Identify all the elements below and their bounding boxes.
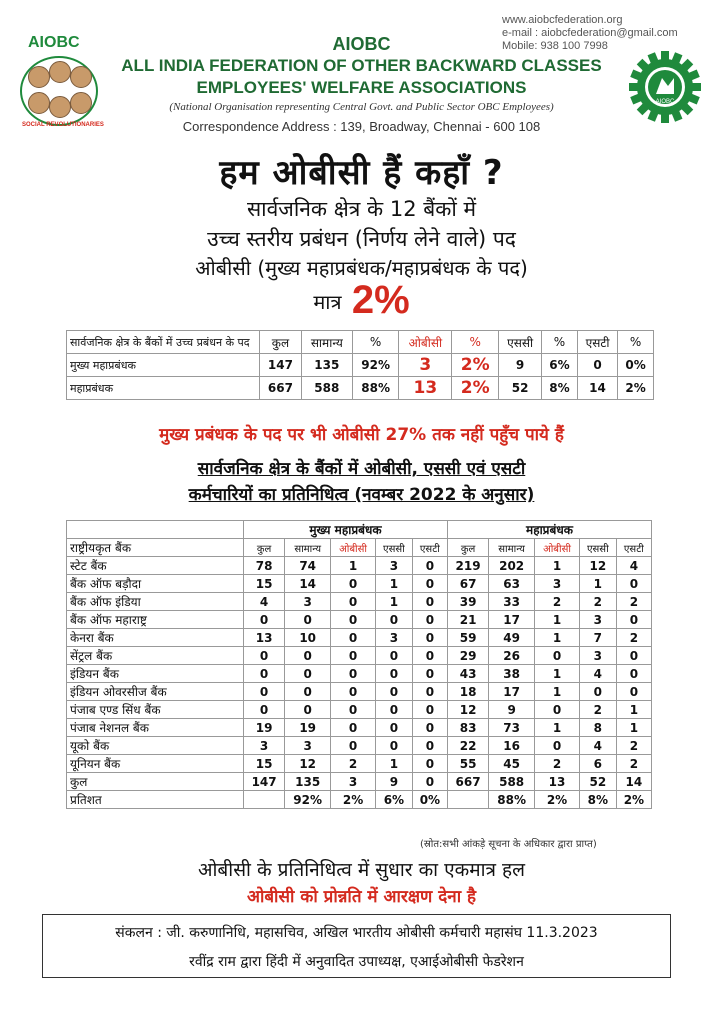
group-header-cgm: मुख्य महाप्रबंधक	[244, 521, 448, 539]
bank-table-body	[67, 557, 652, 809]
table-cell: 4	[579, 737, 616, 755]
table-cell: 0	[375, 611, 412, 629]
table-cell: 83	[447, 719, 488, 737]
table-cell: 588	[489, 773, 535, 791]
table-cell: 0	[375, 719, 412, 737]
table-cell: 13	[244, 629, 285, 647]
email-link[interactable]: e-mail : aiobcfederation@gmail.com	[502, 27, 678, 39]
summary-cell: मुख्य महाप्रबंधक	[67, 354, 260, 377]
table-row	[67, 755, 652, 773]
table-cell: 1	[375, 575, 412, 593]
bank-name-cell: प्रतिशत	[67, 791, 244, 809]
table-cell: 0	[285, 611, 331, 629]
table-cell: 2	[616, 755, 651, 773]
table-row	[67, 683, 652, 701]
bank-table-corner	[67, 521, 244, 539]
logo-text: AIOBC	[28, 34, 80, 51]
table-row	[67, 773, 652, 791]
summary-cell: 0%	[618, 354, 654, 377]
summary-header-cell: ओबीसी	[399, 331, 452, 354]
table-cell: 12	[579, 557, 616, 575]
table-cell: 38	[489, 665, 535, 683]
table-cell: 0	[285, 647, 331, 665]
table-cell: 0	[535, 701, 580, 719]
main-title: हम ओबीसी हैं कहाँ ?	[219, 153, 504, 193]
table-cell: 59	[447, 629, 488, 647]
table-cell: 147	[244, 773, 285, 791]
bank-table-group-row	[67, 521, 652, 539]
sub-header-cell: एसटी	[412, 539, 447, 557]
table-cell: 0	[412, 611, 447, 629]
sub-header-cell: सामान्य	[489, 539, 535, 557]
table-cell: 1	[535, 683, 580, 701]
title-line3: उच्च स्तरीय प्रबंधन (निर्णय लेने वाले) पद	[207, 227, 516, 251]
table-cell: 45	[489, 755, 535, 773]
logo-caption: SOCIAL REVOLUTIONARIES	[22, 122, 104, 128]
table-cell: 0	[331, 701, 376, 719]
table-cell: 1	[331, 557, 376, 575]
table-cell: 2%	[535, 791, 580, 809]
table-cell: 67	[447, 575, 488, 593]
table-cell: 15	[244, 755, 285, 773]
summary-header-cell: कुल	[260, 331, 302, 354]
table-cell: 0	[244, 665, 285, 683]
summary-header-cell: %	[618, 331, 654, 354]
table-cell: 0	[331, 575, 376, 593]
table-cell: 2	[535, 593, 580, 611]
table-cell: 39	[447, 593, 488, 611]
summary-header-cell: एससी	[499, 331, 542, 354]
bank-name-cell: इंडियन ओवरसीज बैंक	[67, 683, 244, 701]
table-cell: 73	[489, 719, 535, 737]
table-cell: 4	[244, 593, 285, 611]
table-cell: 0	[244, 611, 285, 629]
table-cell: 2	[616, 737, 651, 755]
table-cell: 3	[285, 593, 331, 611]
title-line5	[0, 278, 723, 323]
table-cell: 6	[579, 755, 616, 773]
table-cell: 3	[579, 647, 616, 665]
bank-table-subheader-row	[67, 539, 652, 557]
table-cell: 0	[375, 701, 412, 719]
table-cell: 0	[331, 611, 376, 629]
website-link[interactable]: www.aiobcfederation.org	[502, 14, 623, 26]
table-cell: 22	[447, 737, 488, 755]
table-cell: 0	[616, 683, 651, 701]
table-cell: 667	[447, 773, 488, 791]
table-cell: 1	[579, 575, 616, 593]
table-cell: 0	[244, 647, 285, 665]
sub-header-cell: सामान्य	[285, 539, 331, 557]
sub-header-cell: एसटी	[616, 539, 651, 557]
table-cell: 1	[535, 719, 580, 737]
table-cell: 202	[489, 557, 535, 575]
table-cell: 219	[447, 557, 488, 575]
table-row	[67, 557, 652, 575]
table-cell: 33	[489, 593, 535, 611]
table-cell: 2	[535, 755, 580, 773]
summary-cell: 3	[399, 354, 452, 377]
summary-header-cell: सामान्य	[301, 331, 352, 354]
summary-cell: 14	[577, 377, 617, 400]
table-cell: 12	[285, 755, 331, 773]
table-cell: 0	[285, 665, 331, 683]
table-cell: 92%	[285, 791, 331, 809]
bank-name-cell: बैंक ऑफ महाराष्ट्र	[67, 611, 244, 629]
table-cell: 0	[285, 701, 331, 719]
table-row	[67, 575, 652, 593]
table-cell: 2	[616, 629, 651, 647]
table-cell: 74	[285, 557, 331, 575]
table-cell: 2	[331, 755, 376, 773]
footer-line1: ओबीसी के प्रतिनिधित्व में सुधार का एकमात्र हल	[197, 859, 525, 881]
summary-cell: 147	[260, 354, 302, 377]
table-cell: 0	[412, 719, 447, 737]
summary-header-row	[67, 331, 654, 354]
bank-name-cell: केनरा बैंक	[67, 629, 244, 647]
summary-cell: 2%	[618, 377, 654, 400]
table-cell: 135	[285, 773, 331, 791]
table-cell: 2%	[616, 791, 651, 809]
table-cell: 0	[375, 665, 412, 683]
summary-header-cell: %	[452, 331, 499, 354]
table-cell: 21	[447, 611, 488, 629]
table-cell: 3	[375, 629, 412, 647]
summary-cell: 2%	[452, 354, 499, 377]
section-title-line2: कर्मचारियों का प्रतिनिधित्व (नवम्बर 2022 के अनुसार)	[188, 485, 535, 505]
section-title-line1: सार्वजनिक क्षेत्र के बैंकों में ओबीसी, एससी एवं एसटी	[197, 459, 526, 479]
table-cell: 52	[579, 773, 616, 791]
emblem-text: AIOBC	[655, 99, 675, 105]
table-row	[67, 629, 652, 647]
summary-cell: 52	[499, 377, 542, 400]
table-cell: 2	[616, 593, 651, 611]
summary-row	[67, 377, 654, 400]
table-cell: 3	[285, 737, 331, 755]
bank-name-cell: बैंक ऑफ बड़ौदा	[67, 575, 244, 593]
table-cell: 43	[447, 665, 488, 683]
table-cell: 1	[535, 665, 580, 683]
title-line4: ओबीसी (मुख्य महाप्रबंधक/महाप्रबंधक के पद)	[195, 256, 528, 280]
table-cell: 0	[616, 665, 651, 683]
summary-cell: 0	[577, 354, 617, 377]
summary-cell: 9	[499, 354, 542, 377]
table-cell: 9	[489, 701, 535, 719]
gear-emblem-icon	[626, 48, 704, 126]
summary-cell: महाप्रबंधक	[67, 377, 260, 400]
table-cell: 3	[375, 557, 412, 575]
table-row	[67, 719, 652, 737]
table-cell: 1	[616, 701, 651, 719]
table-cell: 0	[244, 701, 285, 719]
bank-table	[66, 520, 652, 809]
summary-cell: 8%	[542, 377, 578, 400]
table-cell: 0	[331, 719, 376, 737]
sub-header-cell: कुल	[447, 539, 488, 557]
summary-cell: 588	[301, 377, 352, 400]
table-cell: 14	[616, 773, 651, 791]
table-row	[67, 665, 652, 683]
table-cell: 49	[489, 629, 535, 647]
table-cell: 13	[535, 773, 580, 791]
table-cell: 2%	[331, 791, 376, 809]
table-cell: 2	[579, 701, 616, 719]
table-cell: 1	[535, 557, 580, 575]
summary-header-cell: सार्वजनिक क्षेत्र के बैंकों में उच्च प्रबंधन के पद	[67, 331, 260, 354]
table-cell: 1	[535, 611, 580, 629]
table-cell: 0	[412, 647, 447, 665]
table-cell: 0%	[412, 791, 447, 809]
table-cell: 3	[244, 737, 285, 755]
table-cell: 0	[331, 665, 376, 683]
table-row	[67, 791, 652, 809]
table-cell: 17	[489, 611, 535, 629]
table-cell: 14	[285, 575, 331, 593]
title-line5-prefix: मात्र	[313, 290, 342, 314]
bank-name-cell: सेंट्रल बैंक	[67, 647, 244, 665]
summary-table	[66, 330, 654, 400]
table-cell: 6%	[375, 791, 412, 809]
footer-line2: ओबीसी को प्रोन्नति में आरक्षण देना है	[246, 887, 477, 907]
table-cell: 0	[412, 755, 447, 773]
table-cell: 0	[616, 575, 651, 593]
credit-line2: रवींद्र राम द्वारा हिंदी में अनुवादित उपाध्यक्ष, एआईओबीसी फेडरेशन	[189, 954, 524, 970]
table-cell: 0	[412, 557, 447, 575]
table-cell: 8	[579, 719, 616, 737]
table-cell: 15	[244, 575, 285, 593]
sub-header-cell: कुल	[244, 539, 285, 557]
table-cell: 0	[375, 683, 412, 701]
table-cell: 12	[447, 701, 488, 719]
table-cell: 1	[535, 629, 580, 647]
summary-header-cell: %	[352, 331, 399, 354]
correspondence-address: Correspondence Address : 139, Broadway, Chennai - 600 108	[182, 119, 541, 134]
summary-cell: 13	[399, 377, 452, 400]
bank-name-header: राष्ट्रीयकृत बैंक	[67, 539, 244, 557]
table-cell: 4	[616, 557, 651, 575]
table-cell: 1	[375, 593, 412, 611]
table-cell: 10	[285, 629, 331, 647]
bank-name-cell: कुल	[67, 773, 244, 791]
summary-header-cell: %	[542, 331, 578, 354]
table-cell: 1	[375, 755, 412, 773]
table-row	[67, 593, 652, 611]
summary-cell: 6%	[542, 354, 578, 377]
table-cell: 0	[412, 701, 447, 719]
table-cell: 0	[331, 737, 376, 755]
summary-cell: 667	[260, 377, 302, 400]
sub-header-cell: एससी	[375, 539, 412, 557]
bank-name-cell: पंजाब एण्ड सिंध बैंक	[67, 701, 244, 719]
table-cell	[447, 791, 488, 809]
bank-name-cell: यूको बैंक	[67, 737, 244, 755]
table-cell: 19	[285, 719, 331, 737]
table-cell: 0	[331, 593, 376, 611]
table-cell: 63	[489, 575, 535, 593]
org-name-line1: ALL INDIA FEDERATION OF OTHER BACKWARD CLASSES	[121, 56, 602, 75]
summary-row	[67, 354, 654, 377]
table-cell: 0	[412, 629, 447, 647]
bank-name-cell: बैंक ऑफ इंडिया	[67, 593, 244, 611]
summary-cell: 135	[301, 354, 352, 377]
source-note: (स्रोत:सभी आंकड़े सूचना के अधिकार द्वारा प्राप्त)	[420, 839, 597, 850]
table-row	[67, 611, 652, 629]
table-cell: 0	[579, 683, 616, 701]
org-name-line2: EMPLOYEES' WELFARE ASSOCIATIONS	[196, 78, 527, 97]
bank-name-cell: पंजाब नेशनल बैंक	[67, 719, 244, 737]
table-cell: 0	[412, 737, 447, 755]
headline-percentage: 2%	[351, 278, 410, 322]
table-cell: 0	[535, 737, 580, 755]
table-cell: 0	[285, 683, 331, 701]
credit-line1: संकलन : जी. करुणानिधि, महासचिव, अखिल भारतीय ओबीसी कर्मचारी महासंघ 11.3.2023	[115, 925, 598, 941]
table-cell: 0	[616, 647, 651, 665]
table-cell: 0	[412, 575, 447, 593]
table-cell: 0	[244, 683, 285, 701]
table-cell: 0	[412, 665, 447, 683]
table-cell	[244, 791, 285, 809]
warning-text: मुख्य प्रबंधक के पद पर भी ओबीसी 27% तक नहीं पहुँच पाये हैं	[159, 425, 564, 445]
table-cell: 0	[616, 611, 651, 629]
table-cell: 8%	[579, 791, 616, 809]
mobile-number: Mobile: 938 100 7998	[502, 40, 608, 52]
table-cell: 0	[535, 647, 580, 665]
table-cell: 88%	[489, 791, 535, 809]
table-row	[67, 737, 652, 755]
summary-cell: 88%	[352, 377, 399, 400]
table-cell: 0	[331, 629, 376, 647]
table-cell: 55	[447, 755, 488, 773]
table-cell: 0	[375, 737, 412, 755]
table-cell: 2	[579, 593, 616, 611]
bank-name-cell: यूनियन बैंक	[67, 755, 244, 773]
table-cell: 4	[579, 665, 616, 683]
org-short-name: AIOBC	[332, 34, 391, 54]
table-cell: 0	[412, 593, 447, 611]
table-cell: 0	[412, 773, 447, 791]
sub-header-cell: ओबीसी	[331, 539, 376, 557]
table-cell: 0	[375, 647, 412, 665]
table-cell: 0	[331, 683, 376, 701]
summary-header-cell: एसटी	[577, 331, 617, 354]
table-cell: 0	[331, 647, 376, 665]
summary-cell: 2%	[452, 377, 499, 400]
sub-header-cell: एससी	[579, 539, 616, 557]
table-cell: 0	[412, 683, 447, 701]
table-cell: 19	[244, 719, 285, 737]
bank-name-cell: स्टेट बैंक	[67, 557, 244, 575]
table-cell: 17	[489, 683, 535, 701]
credit-box	[42, 914, 671, 978]
table-cell: 78	[244, 557, 285, 575]
table-cell: 26	[489, 647, 535, 665]
summary-cell: 92%	[352, 354, 399, 377]
table-row	[67, 647, 652, 665]
table-cell: 16	[489, 737, 535, 755]
org-subtitle: (National Organisation representing Central Govt. and Public Sector OBC Employees)	[169, 101, 554, 113]
table-cell: 9	[375, 773, 412, 791]
table-cell: 7	[579, 629, 616, 647]
table-cell: 3	[579, 611, 616, 629]
table-cell: 1	[616, 719, 651, 737]
table-cell: 3	[331, 773, 376, 791]
table-cell: 18	[447, 683, 488, 701]
title-line2: सार्वजनिक क्षेत्र के 12 बैंकों में	[246, 197, 477, 221]
bank-name-cell: इंडियन बैंक	[67, 665, 244, 683]
table-cell: 3	[535, 575, 580, 593]
group-header-gm: महाप्रबंधक	[447, 521, 651, 539]
sub-header-cell: ओबीसी	[535, 539, 580, 557]
table-cell: 29	[447, 647, 488, 665]
table-row	[67, 701, 652, 719]
